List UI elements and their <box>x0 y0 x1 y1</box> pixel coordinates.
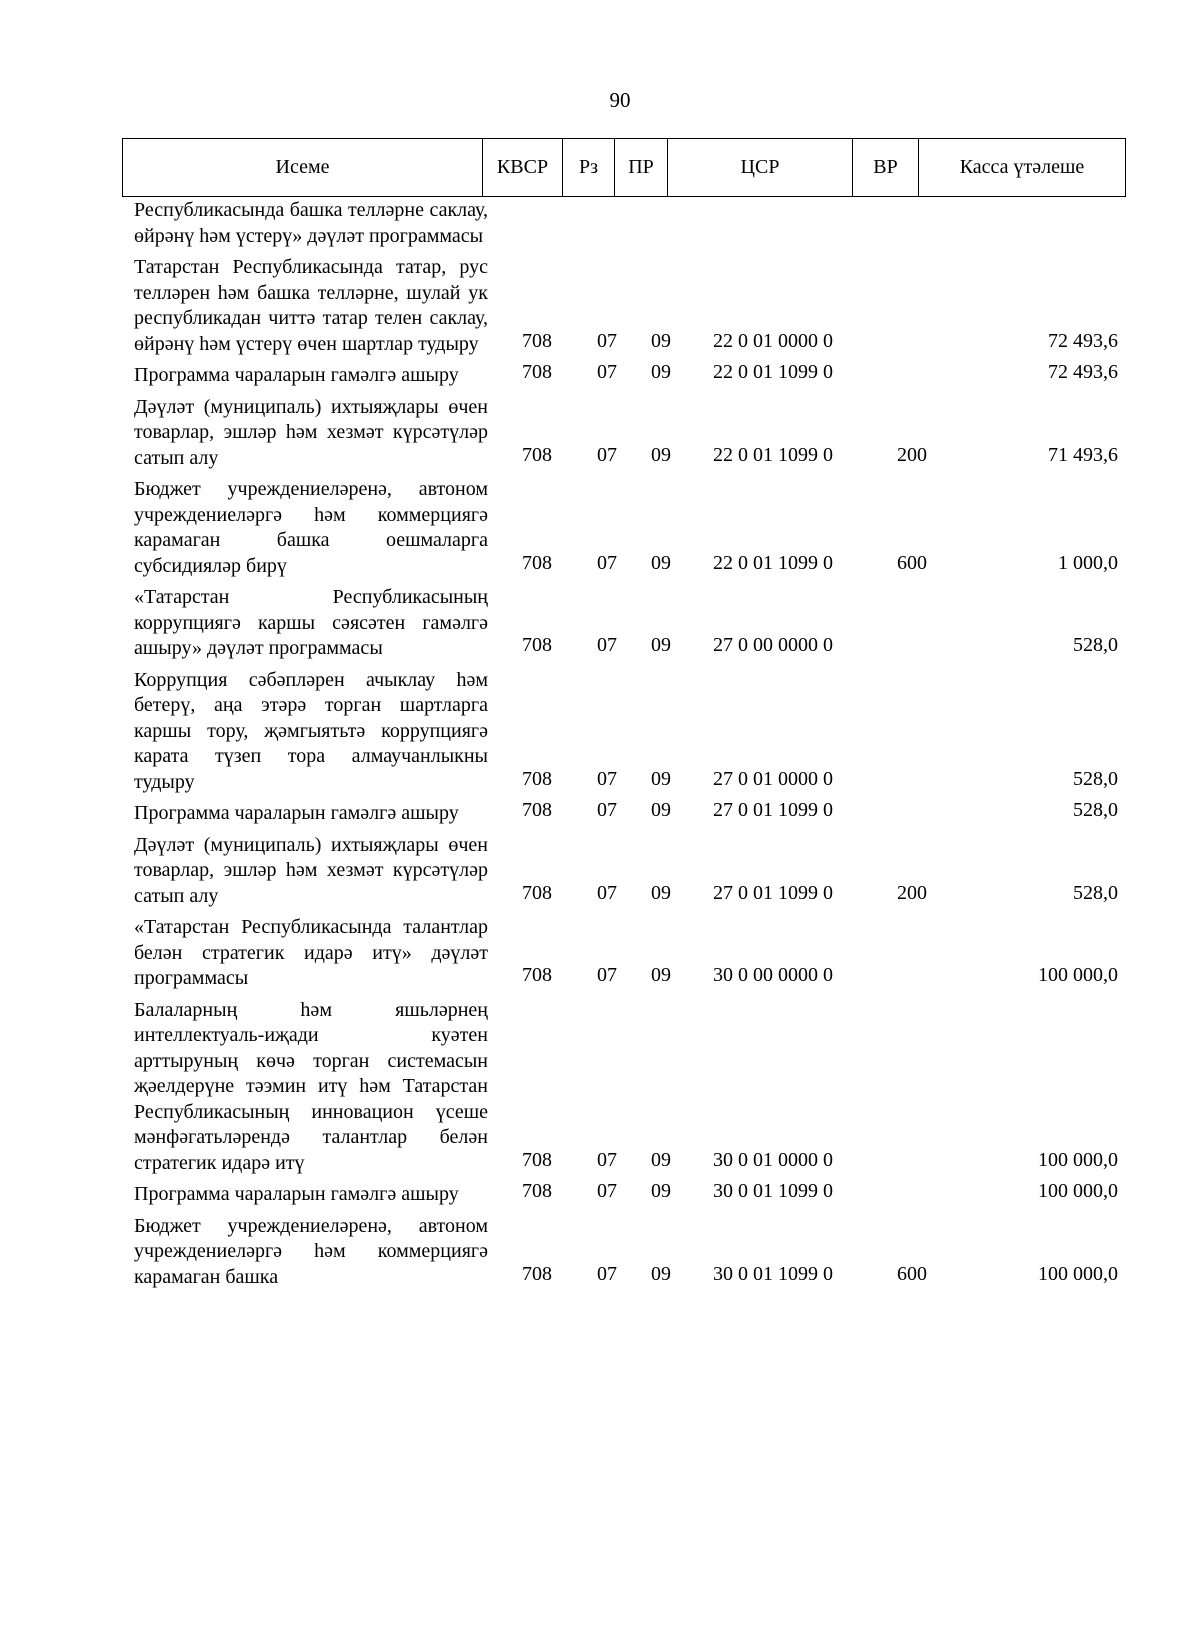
row-name: Бюджет учреждениеләренә, автоном учреждениеләргә һәм коммерциягә карамаган башка <box>134 1214 488 1288</box>
table-row <box>0 198 1200 249</box>
row-pr: 09 <box>651 1262 671 1285</box>
row-kvsr: 708 <box>522 767 552 790</box>
row-sum: 100 000,0 <box>1038 964 1118 986</box>
table-row <box>0 585 1200 662</box>
row-csr: 27 0 01 1099 0 <box>713 799 833 821</box>
table-row <box>0 801 1200 827</box>
row-name: Дәүләт (муниципаль) ихтыяҗлары өчен товарлар, эшләр һәм хезмәт күрсәтүләр сатып алу <box>134 833 488 907</box>
row-pr: 09 <box>651 551 671 574</box>
row-name: «Татарстан Республикасында талантлар белән стратегик идарә итү» дәүләт программасы <box>134 916 488 989</box>
row-sum: 528,0 <box>1073 881 1118 904</box>
row-name: Коррупция сәбәпләрен ачыклау һәм бетерү, аңа этәрә торган шартларга каршы тору, җәмгыятьтә коррупциягә карата түзеп тора алмаучанлыкны тудыру <box>134 668 488 793</box>
row-csr: 30 0 01 0000 0 <box>713 1148 833 1171</box>
table-row <box>0 395 1200 472</box>
row-name: Татарстан Республикасында татар, рус телләрен һәм башка телләрне, шулай ук республикадан читтә татар телен саклау, өйрәнү һәм үстерү өчен шартлар тудыру <box>134 256 488 355</box>
row-kvsr: 708 <box>522 964 552 986</box>
row-kvsr: 708 <box>522 551 552 574</box>
row-sum: 100 000,0 <box>1038 1180 1118 1202</box>
row-pr: 09 <box>651 1148 671 1171</box>
table-row <box>0 915 1200 992</box>
row-sum: 71 493,6 <box>1048 443 1118 466</box>
row-csr: 27 0 01 0000 0 <box>713 767 833 790</box>
row-name: Программа чараларын гамәлгә ашыру <box>134 364 459 386</box>
row-kvsr: 708 <box>522 443 552 466</box>
row-pr: 09 <box>651 767 671 790</box>
row-rz: 07 <box>597 443 617 466</box>
row-vr: 600 <box>897 1262 927 1285</box>
row-rz: 07 <box>597 881 617 904</box>
row-rz: 07 <box>597 551 617 574</box>
header-vr: ВР <box>853 139 919 197</box>
header-sum: Касса үтәлеше <box>919 139 1126 197</box>
header-pr: ПР <box>615 139 668 197</box>
row-kvsr: 708 <box>522 881 552 904</box>
table-row <box>0 363 1200 389</box>
row-pr: 09 <box>651 361 671 383</box>
row-csr: 22 0 01 1099 0 <box>713 551 833 574</box>
row-pr: 09 <box>651 799 671 821</box>
row-rz: 07 <box>597 799 617 821</box>
row-sum: 100 000,0 <box>1038 1148 1118 1171</box>
row-name: Балаларның һәм яшьләрнең интеллектуаль-иҗади куәтен арттыруның көчә торган системасын җәелдерүне тәэмин итү һәм Татарстан Республикасының инновацион үсеше мәнфәгатьләрендә талантлар белән стратегик идарә итү <box>134 998 488 1174</box>
row-csr: 30 0 00 0000 0 <box>713 964 833 986</box>
row-pr: 09 <box>651 964 671 986</box>
row-kvsr: 708 <box>522 1180 552 1202</box>
table-row <box>0 1182 1200 1208</box>
table-row <box>0 998 1200 1177</box>
table-row <box>0 668 1200 796</box>
row-rz: 07 <box>597 1262 617 1285</box>
header-name: Исеме <box>123 139 483 197</box>
row-pr: 09 <box>651 1180 671 1202</box>
row-kvsr: 708 <box>522 329 552 352</box>
row-csr: 30 0 01 1099 0 <box>713 1180 833 1202</box>
row-name: «Татарстан Республикасының коррупциягә каршы сәясәтен гамәлгә ашыру» дәүләт программасы <box>134 586 488 659</box>
row-vr: 600 <box>897 551 927 574</box>
row-csr: 22 0 01 1099 0 <box>713 443 833 466</box>
row-pr: 09 <box>651 881 671 904</box>
table-row <box>0 1214 1200 1291</box>
row-vr: 200 <box>897 443 927 466</box>
row-rz: 07 <box>597 1148 617 1171</box>
row-rz: 07 <box>597 1180 617 1202</box>
row-kvsr: 708 <box>522 634 552 656</box>
table-row <box>0 255 1200 357</box>
row-name: Программа чараларын гамәлгә ашыру <box>134 802 459 824</box>
row-csr: 30 0 01 1099 0 <box>713 1262 833 1285</box>
row-sum: 72 493,6 <box>1048 361 1118 383</box>
row-name: Республикасында башка телләрне саклау, өйрәнү һәм үстерү» дәүләт программасы <box>134 199 488 247</box>
row-csr: 22 0 01 0000 0 <box>713 329 833 352</box>
table-header <box>122 138 1126 197</box>
row-name: Программа чараларын гамәлгә ашыру <box>134 1183 459 1205</box>
row-pr: 09 <box>651 443 671 466</box>
row-sum: 528,0 <box>1073 767 1118 790</box>
row-vr: 200 <box>897 881 927 904</box>
row-sum: 528,0 <box>1073 799 1118 821</box>
row-sum: 100 000,0 <box>1038 1262 1118 1285</box>
row-kvsr: 708 <box>522 361 552 383</box>
row-csr: 22 0 01 1099 0 <box>713 361 833 383</box>
row-name: Дәүләт (муниципаль) ихтыяҗлары өчен товарлар, эшләр һәм хезмәт күрсәтүләр сатып алу <box>134 395 488 469</box>
row-pr: 09 <box>651 329 671 352</box>
header-csr: ЦСР <box>668 139 853 197</box>
row-name: Бюджет учреждениеләренә, автоном учреждениеләргә һәм коммерциягә карамаган башка оешмаларга субсидияләр бирү <box>134 478 488 577</box>
table-row <box>0 833 1200 910</box>
row-kvsr: 708 <box>522 1148 552 1171</box>
row-kvsr: 708 <box>522 1262 552 1285</box>
row-rz: 07 <box>597 329 617 352</box>
row-sum: 1 000,0 <box>1058 551 1118 574</box>
row-pr: 09 <box>651 634 671 656</box>
row-rz: 07 <box>597 767 617 790</box>
page-number: 90 <box>609 88 631 112</box>
table-body <box>0 198 1200 1296</box>
row-sum: 528,0 <box>1073 634 1118 656</box>
row-rz: 07 <box>597 634 617 656</box>
row-kvsr: 708 <box>522 799 552 821</box>
header-rz: Рз <box>563 139 615 197</box>
row-rz: 07 <box>597 361 617 383</box>
row-rz: 07 <box>597 964 617 986</box>
row-sum: 72 493,6 <box>1048 329 1118 352</box>
table-row <box>0 477 1200 579</box>
header-kvsr: КВСР <box>483 139 563 197</box>
row-csr: 27 0 00 0000 0 <box>713 634 833 656</box>
row-csr: 27 0 01 1099 0 <box>713 881 833 904</box>
